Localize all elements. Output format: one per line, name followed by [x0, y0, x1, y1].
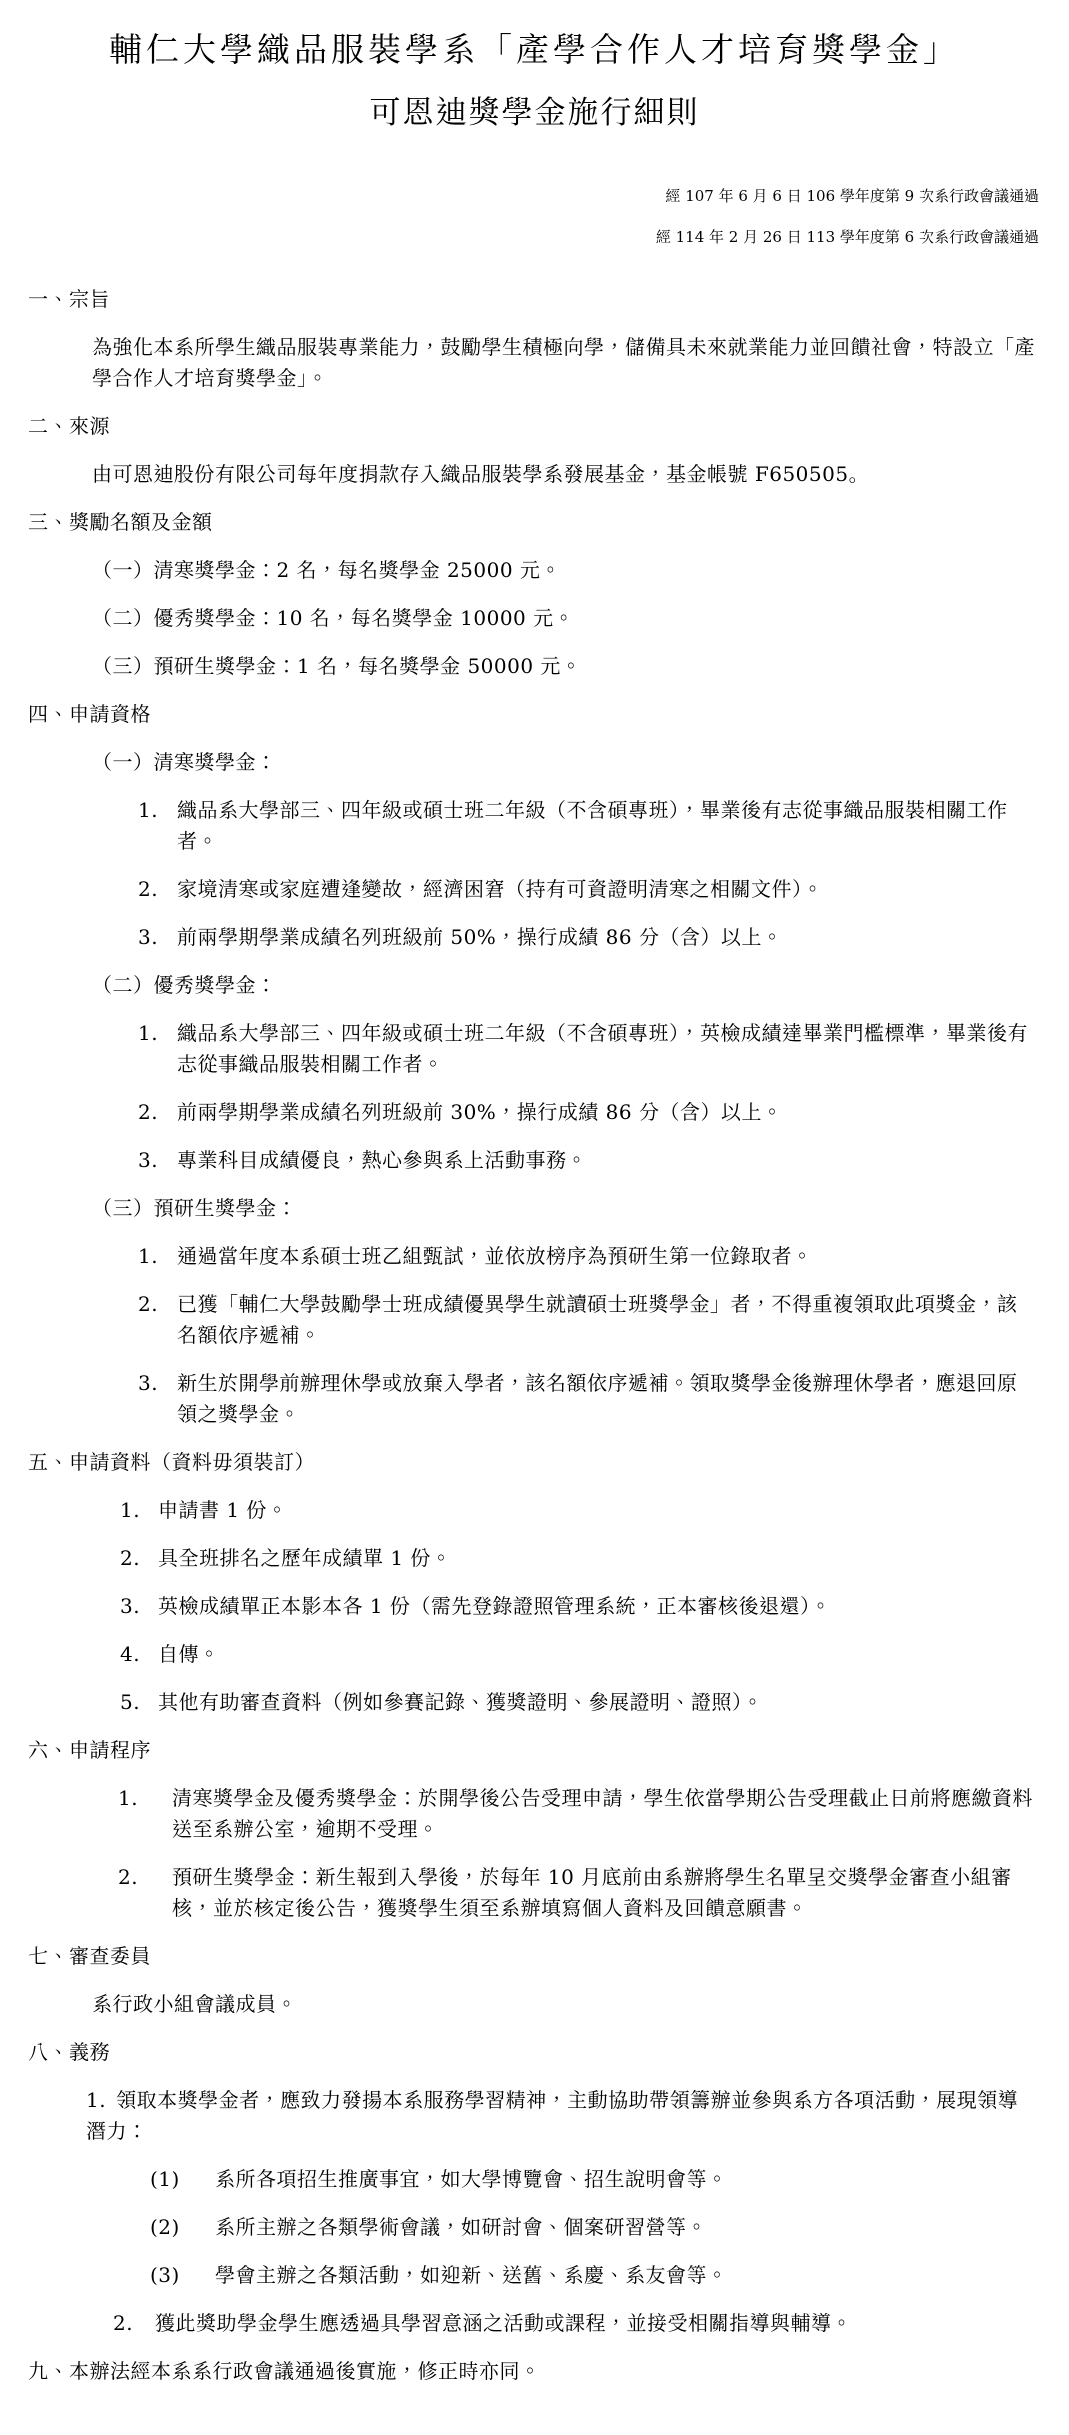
doc-title-line1: 輔仁大學織品服裝學系「產學合作人才培育獎學金」	[109, 30, 960, 69]
list-item-marker: 1.	[138, 1244, 159, 1268]
list-item-marker: 2.	[138, 1292, 159, 1316]
list-item-text: 清寒獎學金及優秀獎學金：於開學後公告受理申請，學生依當學期公告受理截止日前將應繳資料送至系辦公室，逾期不受理。	[172, 1786, 1033, 1841]
section-2-paragraph: 由可恩迪股份有限公司每年度捐款存入織品服裝學系發展基金，基金帳號 F650505。	[92, 462, 870, 486]
list-item	[0, 2085, 1069, 2147]
list-item-marker: 3.	[138, 1148, 159, 1172]
list-item	[0, 1591, 1069, 1622]
list-item-text: 系所主辦之各類學術會議，如研討會、個案研習營等。	[215, 2215, 707, 2239]
list-item	[0, 1495, 1069, 1526]
section-1-paragraph: 為強化本系所學生織品服裝專業能力，鼓勵學生積極向學，儲備具未來就業能力並回饋社會，特設立「產學合作人才培育獎學金」。	[92, 335, 1035, 390]
list-item-marker: 2.	[138, 1100, 159, 1124]
list-item	[0, 1368, 1069, 1430]
list-item-marker: 2.	[113, 2311, 134, 2335]
list-item-marker: (2)	[150, 2215, 180, 2239]
list-item	[0, 1241, 1069, 1272]
list-item-text: 前兩學期學業成績名列班級前 50%，操行成績 86 分（含）以上。	[177, 925, 783, 949]
group-label: （三）預研生獎學金：	[92, 1196, 297, 1220]
list-item-marker: 3.	[138, 1371, 159, 1395]
list-item	[0, 2260, 1069, 2291]
list-item-marker: 3.	[138, 925, 159, 949]
list-item-text: 已獲「輔仁大學鼓勵學士班成績優異學生就讀碩士班獎學金」者，不得重複領取此項獎金，該名額依序遞補。	[177, 1292, 1018, 1347]
list-item-text: 自傳。	[158, 1642, 220, 1666]
document-body	[0, 284, 1069, 2387]
section-8-heading: 八、義務	[28, 2040, 110, 2064]
list-item-marker: (3)	[150, 2263, 180, 2287]
list-item	[0, 1145, 1069, 1176]
list-item-text: 前兩學期學業成績名列班級前 30%，操行成績 86 分（含）以上。	[177, 1100, 783, 1124]
list-item	[0, 1289, 1069, 1351]
list-item-text: 具全班排名之歷年成績單 1 份。	[158, 1546, 452, 1570]
list-item	[0, 2212, 1069, 2243]
list-item-text: 新生於開學前辦理休學或放棄入學者，該名額依序遞補。領取獎學金後辦理休學者，應退回原領之獎學金。	[177, 1371, 1018, 1426]
list-item: （一）清寒獎學金：2 名，每名獎學金 25000 元。	[92, 558, 561, 582]
list-item-text: 預研生獎學金：新生報到入學後，於每年 10 月底前由系辦將學生名單呈交獎學金審查小組審核，並於核定後公告，獲獎學生須至系辦填寫個人資料及回饋意願書。	[172, 1865, 1012, 1920]
list-item-marker: 5.	[120, 1690, 141, 1714]
list-item	[0, 1018, 1069, 1080]
list-item	[0, 1543, 1069, 1574]
list-item	[0, 922, 1069, 953]
list-item-text: 獲此獎助學金學生應透過具學習意涵之活動或課程，並接受相關指導與輔導。	[155, 2311, 852, 2335]
list-item-marker: 1.	[86, 2088, 107, 2112]
list-item: （二）優秀獎學金：10 名，每名獎學金 10000 元。	[92, 606, 575, 630]
list-item-marker: 2.	[118, 1865, 139, 1889]
list-item-text: 學會主辦之各類活動，如迎新、送舊、系慶、系友會等。	[215, 2263, 728, 2287]
list-item-text: 通過當年度本系碩士班乙組甄試，並依放榜序為預研生第一位錄取者。	[177, 1244, 813, 1268]
list-item-text: 家境清寒或家庭遭逢變故，經濟困窘（持有可資證明清寒之相關文件）。	[177, 877, 823, 901]
list-item-text: 其他有助審查資料（例如參賽記錄、獲獎證明、參展證明、證照）。	[158, 1690, 763, 1714]
section-1-heading: 一、宗旨	[28, 287, 110, 311]
list-item-marker: 2.	[138, 877, 159, 901]
list-item-text: 織品系大學部三、四年級或碩士班二年級（不含碩專班），畢業後有志從事織品服裝相關工作者。	[177, 798, 1008, 853]
section-2-heading: 二、來源	[28, 414, 110, 438]
section-4-heading: 四、申請資格	[28, 702, 151, 726]
list-item-text: 英檢成績單正本影本各 1 份（需先登錄證照管理系統，正本審核後退還）。	[158, 1594, 831, 1618]
list-item-text: 申請書 1 份。	[158, 1498, 288, 1522]
list-item-marker: 3.	[120, 1594, 141, 1618]
group-label: （二）優秀獎學金：	[92, 973, 277, 997]
list-item-marker: 2.	[120, 1546, 141, 1570]
list-item	[0, 795, 1069, 857]
section-6-heading: 六、申請程序	[28, 1738, 151, 1762]
list-item-marker: 4.	[120, 1642, 141, 1666]
section-9-heading: 九、本辦法經本系系行政會議通過後實施，修正時亦同。	[28, 2359, 541, 2383]
list-item	[0, 874, 1069, 905]
list-item-marker: 1.	[120, 1498, 141, 1522]
section-5-heading: 五、申請資料（資料毋須裝訂）	[28, 1450, 315, 1474]
list-item-marker: (1)	[150, 2167, 180, 2191]
list-item	[0, 1097, 1069, 1128]
list-item	[0, 1639, 1069, 1670]
doc-title-line2: 可恩迪獎學金施行細則	[369, 95, 700, 131]
list-item-marker: 1.	[138, 1021, 159, 1045]
list-item	[0, 1783, 1069, 1845]
group-label: （一）清寒獎學金：	[92, 750, 277, 774]
approval-note-2: 經 114 年 2 月 26 日 113 學年度第 6 次系行政會議通過	[655, 228, 1039, 246]
list-item	[0, 1687, 1069, 1718]
section-7-heading: 七、審查委員	[28, 1944, 151, 1968]
approval-note-1: 經 107 年 6 月 6 日 106 學年度第 9 次系行政會議通過	[665, 187, 1039, 205]
list-item	[0, 2308, 1069, 2339]
list-item-text: 系所各項招生推廣事宜，如大學博覽會、招生說明會等。	[215, 2167, 728, 2191]
list-item: （三）預研生獎學金：1 名，每名獎學金 50000 元。	[92, 654, 582, 678]
list-item-text: 領取本獎學金者，應致力發揚本系服務學習精神，主動協助帶領籌辦並參與系方各項活動，展現領導潛力：	[86, 2088, 1019, 2143]
section-7-paragraph: 系行政小組會議成員。	[92, 1992, 297, 2016]
section-3-heading: 三、獎勵名額及金額	[28, 510, 213, 534]
list-item-marker: 1.	[138, 798, 159, 822]
approval-notes	[0, 176, 1039, 258]
list-item-text: 專業科目成績優良，熱心參與系上活動事務。	[177, 1148, 587, 1172]
list-item	[0, 1862, 1069, 1924]
list-item	[0, 2164, 1069, 2195]
list-item-marker: 1.	[118, 1786, 139, 1810]
list-item-text: 織品系大學部三、四年級或碩士班二年級（不含碩專班），英檢成績達畢業門檻標準，畢業後有志從事織品服裝相關工作者。	[177, 1021, 1028, 1076]
